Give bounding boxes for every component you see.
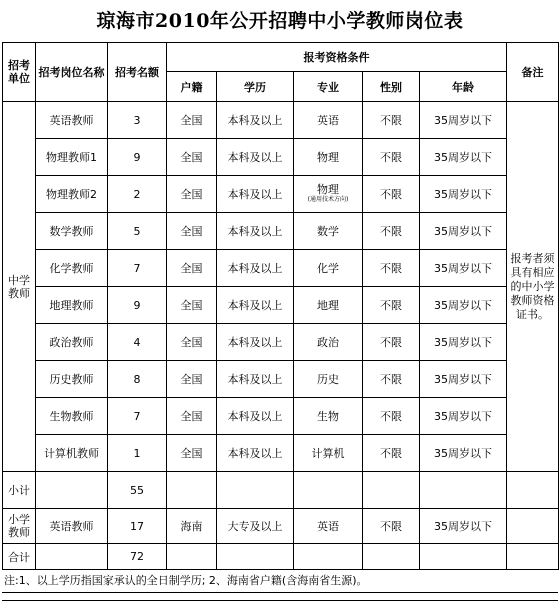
cell-major: 生物 bbox=[294, 398, 363, 435]
cell-empty bbox=[420, 472, 507, 509]
cell-education: 本科及以上 bbox=[217, 324, 294, 361]
cell-quota: 9 bbox=[108, 287, 167, 324]
header-remark: 备注 bbox=[507, 43, 559, 102]
cell-major: 历史 bbox=[294, 361, 363, 398]
cell-empty bbox=[167, 472, 217, 509]
cell-gender: 不限 bbox=[363, 176, 420, 213]
cell-age: 35周岁以下 bbox=[420, 102, 507, 139]
cell-major: 地理 bbox=[294, 287, 363, 324]
table-row bbox=[3, 176, 559, 213]
cell-empty bbox=[217, 544, 294, 570]
header-quota: 招考名额 bbox=[108, 43, 167, 102]
bottom-divider bbox=[2, 600, 558, 601]
total-quota: 72 bbox=[108, 544, 167, 570]
cell-empty bbox=[217, 472, 294, 509]
major-note: (通用技术方向) bbox=[307, 196, 349, 203]
cell-major: 英语 bbox=[294, 509, 363, 544]
cell-gender: 不限 bbox=[363, 435, 420, 472]
cell-age: 35周岁以下 bbox=[420, 213, 507, 250]
table-row bbox=[3, 435, 559, 472]
cell-empty bbox=[363, 472, 420, 509]
cell-position: 英语教师 bbox=[36, 509, 108, 544]
cell-empty bbox=[507, 472, 559, 509]
cell-huji: 全国 bbox=[167, 361, 217, 398]
cell-major: 数学 bbox=[294, 213, 363, 250]
table-row bbox=[3, 250, 559, 287]
total-label: 合计 bbox=[3, 544, 36, 570]
cell-position: 计算机教师 bbox=[36, 435, 108, 472]
cell-education: 本科及以上 bbox=[217, 176, 294, 213]
header-unit: 招考单位 bbox=[3, 43, 36, 102]
cell-position: 历史教师 bbox=[36, 361, 108, 398]
cell-huji: 全国 bbox=[167, 213, 217, 250]
cell-empty bbox=[420, 544, 507, 570]
cell-gender: 不限 bbox=[363, 287, 420, 324]
cell-age: 35周岁以下 bbox=[420, 435, 507, 472]
cell-quota: 2 bbox=[108, 176, 167, 213]
cell-quota: 5 bbox=[108, 213, 167, 250]
cell-major: 英语 bbox=[294, 102, 363, 139]
cell-quota: 3 bbox=[108, 102, 167, 139]
remark-middle-school: 报考者须具有相应的中小学教师资格证书。 bbox=[507, 102, 559, 472]
cell-position: 地理教师 bbox=[36, 287, 108, 324]
cell-age: 35周岁以下 bbox=[420, 361, 507, 398]
cell-quota: 7 bbox=[108, 250, 167, 287]
table-row bbox=[3, 213, 559, 250]
cell-major: 物理 bbox=[294, 139, 363, 176]
cell-empty bbox=[36, 544, 108, 570]
cell-gender: 不限 bbox=[363, 102, 420, 139]
cell-age: 35周岁以下 bbox=[420, 139, 507, 176]
cell-huji: 全国 bbox=[167, 139, 217, 176]
job-table bbox=[2, 42, 559, 570]
major-text: 物理 bbox=[317, 183, 339, 196]
cell-huji: 全国 bbox=[167, 435, 217, 472]
subtotal-quota: 55 bbox=[108, 472, 167, 509]
cell-age: 35周岁以下 bbox=[420, 398, 507, 435]
header-major: 专业 bbox=[294, 72, 363, 102]
unit-middle-school: 中学教师 bbox=[3, 102, 36, 472]
table-row bbox=[3, 509, 559, 544]
cell-empty bbox=[36, 472, 108, 509]
cell-empty bbox=[507, 509, 559, 544]
cell-position: 英语教师 bbox=[36, 102, 108, 139]
cell-huji: 全国 bbox=[167, 398, 217, 435]
cell-gender: 不限 bbox=[363, 361, 420, 398]
cell-education: 本科及以上 bbox=[217, 250, 294, 287]
cell-age: 35周岁以下 bbox=[420, 509, 507, 544]
cell-education: 本科及以上 bbox=[217, 361, 294, 398]
cell-quota: 4 bbox=[108, 324, 167, 361]
cell-empty bbox=[507, 544, 559, 570]
cell-empty bbox=[167, 544, 217, 570]
cell-education: 本科及以上 bbox=[217, 213, 294, 250]
header-huji: 户籍 bbox=[167, 72, 217, 102]
cell-gender: 不限 bbox=[363, 250, 420, 287]
cell-major: 计算机 bbox=[294, 435, 363, 472]
header-education: 学历 bbox=[217, 72, 294, 102]
cell-age: 35周岁以下 bbox=[420, 324, 507, 361]
cell-age: 35周岁以下 bbox=[420, 287, 507, 324]
cell-position: 化学教师 bbox=[36, 250, 108, 287]
subtotal-label: 小计 bbox=[3, 472, 36, 509]
cell-position: 数学教师 bbox=[36, 213, 108, 250]
total-row bbox=[3, 544, 559, 570]
cell-gender: 不限 bbox=[363, 139, 420, 176]
cell-empty bbox=[363, 544, 420, 570]
cell-education: 大专及以上 bbox=[217, 509, 294, 544]
cell-empty bbox=[294, 472, 363, 509]
cell-quota: 8 bbox=[108, 361, 167, 398]
footnote: 注:1、以上学历指国家承认的全日制学历; 2、海南省户籍(含海南省生源)。 bbox=[2, 569, 558, 593]
cell-gender: 不限 bbox=[363, 324, 420, 361]
header-position: 招考岗位名称 bbox=[36, 43, 108, 102]
header-qualification: 报考资格条件 bbox=[167, 43, 507, 72]
cell-education: 本科及以上 bbox=[217, 435, 294, 472]
cell-quota: 7 bbox=[108, 398, 167, 435]
cell-gender: 不限 bbox=[363, 398, 420, 435]
cell-education: 本科及以上 bbox=[217, 102, 294, 139]
cell-age: 35周岁以下 bbox=[420, 250, 507, 287]
cell-huji: 全国 bbox=[167, 102, 217, 139]
cell-huji: 全国 bbox=[167, 324, 217, 361]
table-row bbox=[3, 361, 559, 398]
cell-major: 化学 bbox=[294, 250, 363, 287]
cell-education: 本科及以上 bbox=[217, 398, 294, 435]
cell-position: 物理教师2 bbox=[36, 176, 108, 213]
cell-gender: 不限 bbox=[363, 213, 420, 250]
page-title: 琼海市2010年公开招聘中小学教师岗位表 bbox=[96, 10, 464, 32]
cell-education: 本科及以上 bbox=[217, 139, 294, 176]
cell-quota: 9 bbox=[108, 139, 167, 176]
cell-major bbox=[294, 176, 363, 213]
subtotal-row bbox=[3, 472, 559, 509]
cell-huji: 全国 bbox=[167, 287, 217, 324]
cell-education: 本科及以上 bbox=[217, 287, 294, 324]
cell-huji: 海南 bbox=[167, 509, 217, 544]
cell-position: 物理教师1 bbox=[36, 139, 108, 176]
cell-quota: 1 bbox=[108, 435, 167, 472]
table-row bbox=[3, 398, 559, 435]
cell-huji: 全国 bbox=[167, 250, 217, 287]
table-row bbox=[3, 139, 559, 176]
cell-huji: 全国 bbox=[167, 176, 217, 213]
cell-age: 35周岁以下 bbox=[420, 176, 507, 213]
cell-major: 政治 bbox=[294, 324, 363, 361]
header-age: 年龄 bbox=[420, 72, 507, 102]
cell-empty bbox=[294, 544, 363, 570]
table-row bbox=[3, 287, 559, 324]
unit-primary-school: 小学教师 bbox=[3, 509, 36, 544]
cell-quota: 17 bbox=[108, 509, 167, 544]
table-row bbox=[3, 324, 559, 361]
header-gender: 性别 bbox=[363, 72, 420, 102]
cell-gender: 不限 bbox=[363, 509, 420, 544]
cell-position: 政治教师 bbox=[36, 324, 108, 361]
cell-position: 生物教师 bbox=[36, 398, 108, 435]
table-row bbox=[3, 102, 559, 139]
